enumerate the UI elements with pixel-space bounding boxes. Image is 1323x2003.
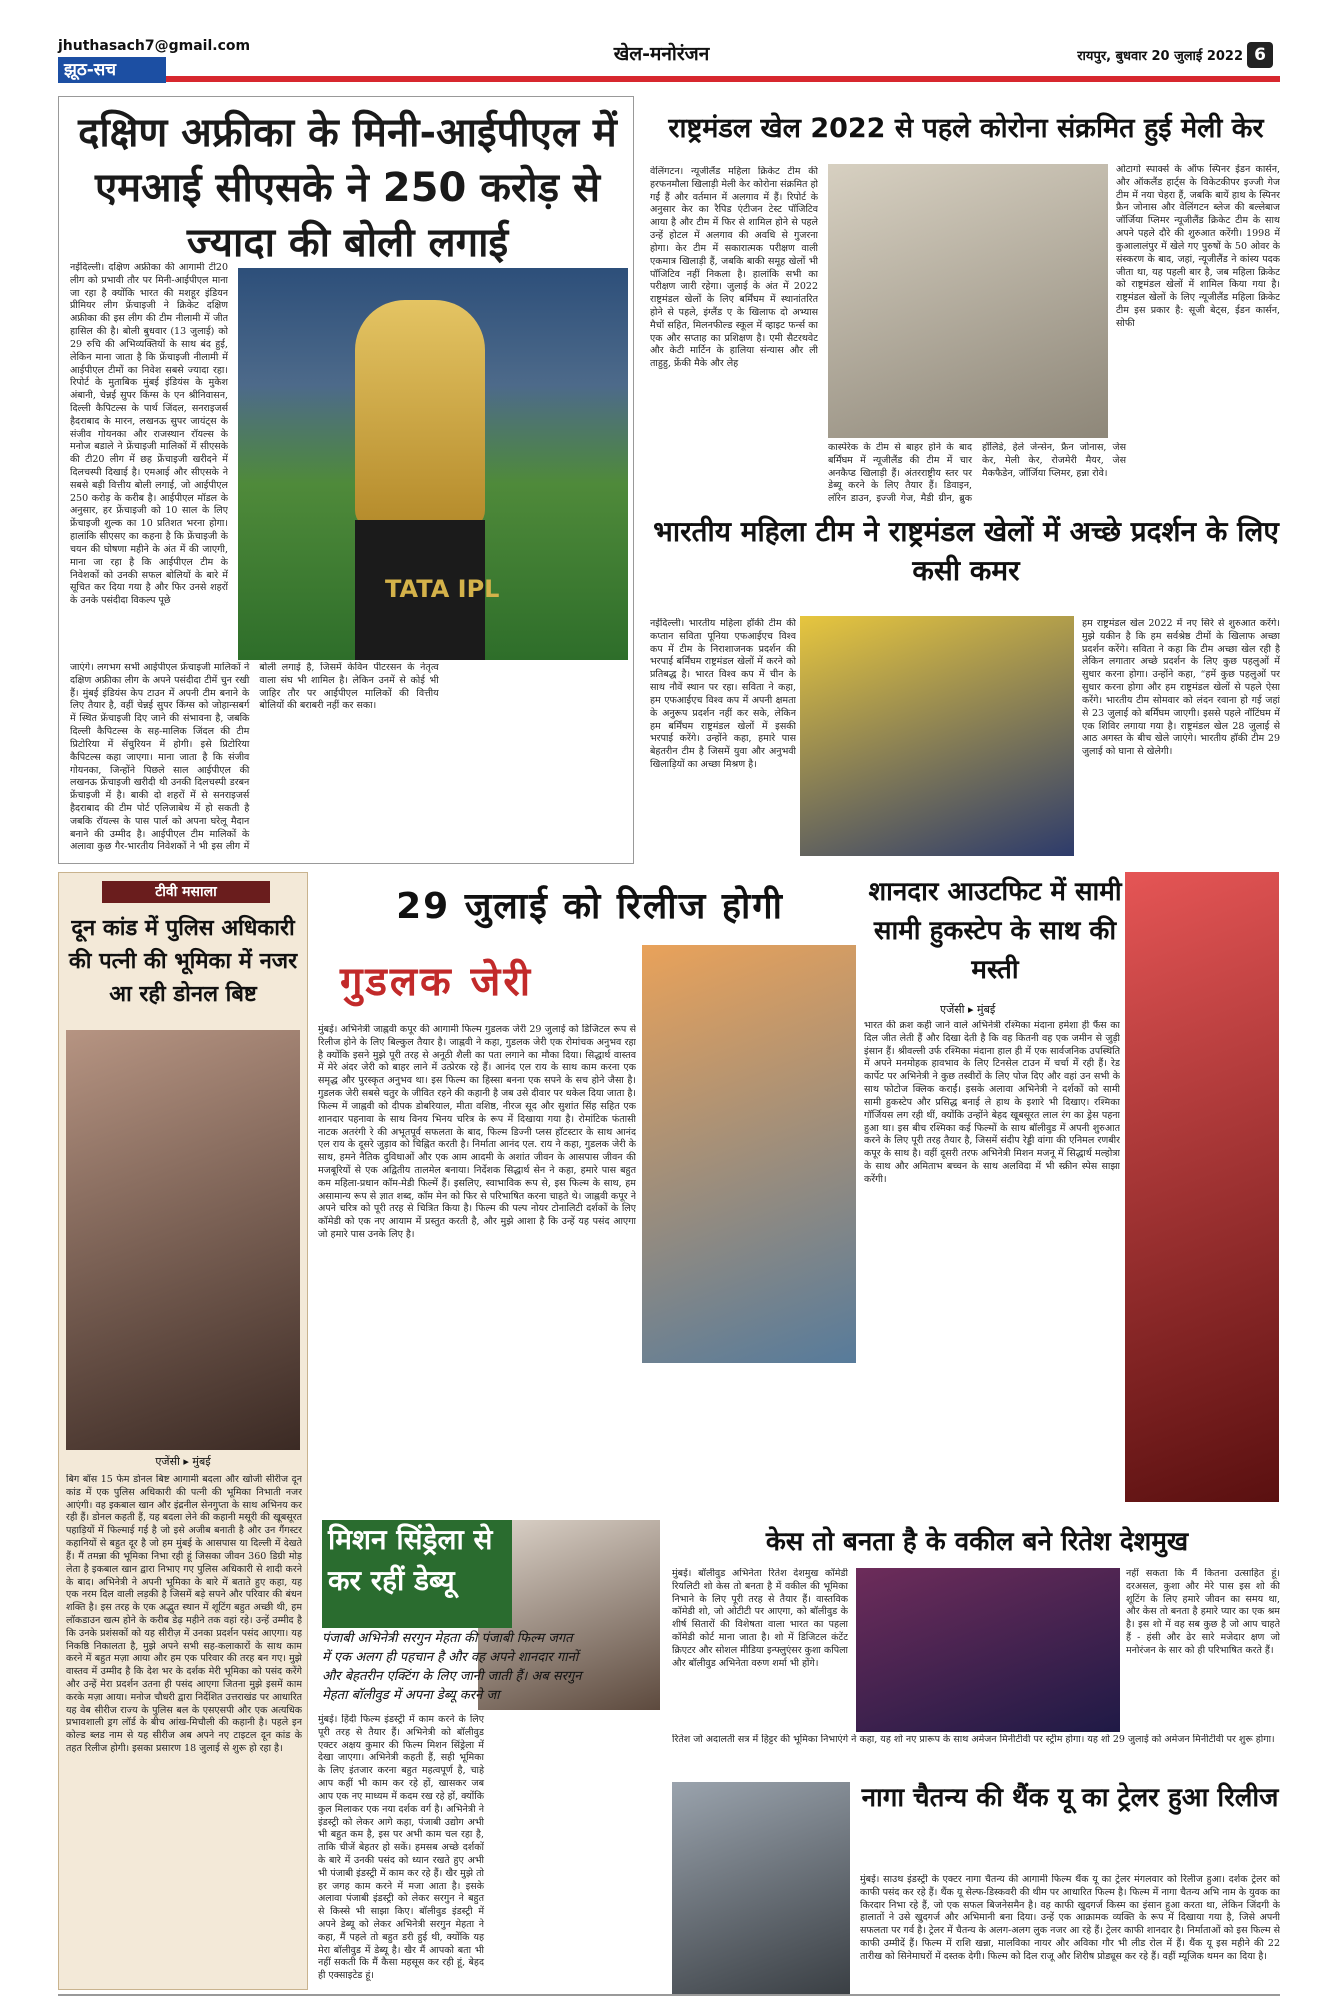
- ipl-logo-text: TATA IPL: [385, 575, 500, 603]
- hockey-photo: [800, 616, 1074, 856]
- meg-body-right: ओटागो स्पार्क्स के ऑफ स्पिनर ईडन कार्सन, और ऑकलैंड हार्ट्स के विकेटकीपर इज्जी गेज टीम में नया चेहरा हैं, जबकि बायें हाथ के स्पिनर फ्रैन जोनास और वेलिंगटन ब्लेज की बल्लेबाज जॉर्जिया प्लिमर न्यूजीलैंड क्रिकेट टीम के साथ अपने पहले दौरे की शुरुआत करेंगी। 1998 में कुआलालंपुर में खेले गए पुरुषों के 50 ओवर के संस्करण के बाद, जहां, न्यूजीलैंड ने कांस्य पदक जीता था, यह पहली बार है, जब महिला क्रिकेट को राष्ट्रमंडल खेलों में शामिल किया गया है। राष्ट्रमंडल खेलों के लिए न्यूजीलैंड महिला क्रिकेट टीम इस प्रकार है: सूजी बेट्स, ईडन कार्सन, सोफी: [1116, 164, 1280, 329]
- janhvi-photo: [642, 945, 856, 1363]
- ipl-body-rest: जाएंगे। लगभग सभी आईपीएल फ्रेंचाइजी मालिकों ने दक्षिण अफ्रीका लीग के अपने पसंदीदा टीमें चुन रखी हैं। मुंबई इंडियंस केप टाउन में अपनी टीम बनाने के लिए तैयार है, वहीं चेन्नई सुपर किंग्स को जोहान्सबर्ग में स्थित फ्रेंचाइजी दिए जाने की संभावना है, जबकि दिल्ली कैपिटल्स के सह-मालिक जिंदल की टीम प्रिटोरिया में सेंचुरियन में होगी। इसे प्रिटोरिया कैपिटल्स कहा जाएगा। माना जाता है कि संजीव गोयनका, जिन्होंने पिछले साल आईपीएल की लखनऊ फ्रेंचाइजी खरीदी थी उनकी दिलचस्पी डरबन फ्रेंचाइजी में है। बाकी दो शहरों में से सनराइजर्स हैदराबाद की टीम पोर्ट एलिजाबेथ में हो सकती है जबकि रॉयल्स के पास पार्ल को अपना घरेलू मैदान बनाने की उम्मीद है। आईपीएल टीम मालिकों के अलावा कुछ गैर-भारतीय निवेशकों ने भी इस लीग में बोली लगाई है, जिसमें केविन पीटरसन के नेतृत्व वाला संघ भी शामिल है। लेकिन उनमें से कोई भी जाहिर तौर पर आईपीएल मालिकों की वित्तीय बोलियों की बराबरी नहीं कर सका।: [70, 662, 439, 853]
- masthead-email: jhuthasach7@gmail.com: [58, 38, 251, 54]
- goodluck-body: मुंबई। अभिनेत्री जाह्नवी कपूर की आगामी फिल्म गुडलक जेरी 29 जुलाई को डिजिटल रूप से रिलीज होने के लिए बिल्कुल तैयार है। जाह्नवी ने कहा, गुडलक जेरी एक रोमांचक अनुभव रहा है क्योंकि इसने मुझे पूरी तरह से अनूठी शैली का पता लगाने का मौका दिया। सिद्धार्थ वास्तव में मेरे अंदर जेरी को बाहर लाने में उत्प्रेरक रहे हैं। आनंद एल राय के साथ काम करना एक समृद्ध और पुरस्कृत अनुभव था। इस फिल्म का हिस्सा बनना एक सपने के सच होने जैसा है। गुडलक जेरी सबसे चतुर के जीवित रहने की कहानी है जब उसे दीवार पर धकेल दिया जाता है। फिल्म में जाह्नवी को दीपक डोबरियाल, मीता वशिष्ठ, नीरज सूद और सुशांत सिंह सहित एक शानदार पहनावा के साथ विनय भिनय चरित्र के रूप में दिखाया गया है। रोमांटिक फंतासी नाटक अतरंगी रे की अभूतपूर्व सफलता के बाद, फिल्म डिज्नी प्लस हॉटस्टार के साथ आनंद एल राय के दूसरे जुड़ाव को चिह्नित करती है। निर्माता आनंद एल. राय ने कहा, गुडलक जेरी के साथ, हमने नैतिक दुविधाओं और एक आम आदमी के अशांत जीवन के आसपास जीवन की मजबूरियों से एक अद्वितीय तालमेल बनाया। निर्देशक सिद्धार्थ सेन ने कहा, हमारे पास बहुत कम महिला-प्रधान कॉम-मेडी फिल्में हैं। इसलिए, स्वाभाविक रूप से, इस फिल्म के साथ, हम असामान्य रूप से ज्ञात शब्द, कॉम मेन को फिर से परिभाषित करना चाहते थे। जाह्नवी कपूर ने अपने चरित्र को पूरी तरह से चित्रित किया है। फिल्म की पल्प नोयर टोनालिटी दर्शकों के लिए कॉमेडी को एक नए आयाम में प्रस्तुत करती है, और मुझे आशा है कि उन्हें यह पसंद आएगा जो हमारे पास उनके लिए है।: [318, 1024, 636, 1240]
- section-title: खेल-मनोरंजन: [613, 43, 710, 65]
- ritesh-body-right: नहीं सकता कि मैं कितना उत्साहित हूं। दरअसल, कुशा और मेरे पास इस शो की शूटिंग के लिए हमारे जीवन का समय था, और केस तो बनता है हमारे प्यार का एक श्रम है। इस शो में वह सब कुछ है जो आप चाहते हैं - हंसी और ढेर सारे मजेदार क्षण जो मनोरंजन के सार को ही परिभाषित करते हैं।: [1126, 1568, 1280, 1656]
- page-number: 6: [1247, 42, 1273, 68]
- rashmika-headline: शानदार आउटफिट में सामी सामी हुकस्टेप के साथ की मस्ती: [868, 877, 1122, 985]
- rashmika-body: भारत की क्रश कही जाने वाले अभिनेत्री रश्मिका मंदाना हमेशा ही फैंस का दिल जीत लेती हैं और दिखा देती है कि वह कितनी वह एक जमीन से जुड़ी इंसान हैं। श्रीवल्ली उर्फ रश्मिका मंदाना हाल ही में एक सार्वजनिक उपस्थिति में अपने मनमोहक हावभाव के लिए टिनसेल टाउन में चर्चा में रही हैं। रेड कार्पेट पर अभिनेत्री ने कुछ तस्वीरों के लिए पोज दिए और वहां उन सभी के साथ फोटोज क्लिक कराईं। इसके अलावा अभिनेत्री ने दर्शकों को सामी सामी हुकस्टेप और प्रसिद्ध बनाई ले हाथ के इशारे भी दिखाए। रश्मिका गॉर्जियस लग रही थीं, क्योंकि उन्होंने बेहद खूबसूरत लाल रंग का ड्रेस पहना हुआ था। इस बीच रश्मिका कई फिल्मों के साथ बॉलीवुड में अपनी शुरुआत करने के लिए पूरी तरह तैयार है, जिसमें संदीप रेड्डी वांगा की एनिमल रणबीर कपूर के साथ है। वहीं दूसरी तरफ अभिनेत्री मिशन मजनू में सिद्धार्थ मल्होत्रा के साथ और अमिताभ बच्चन के साथ अलविदा में भी स्क्रीन स्पेस साझा करेंगी।: [864, 1020, 1120, 1185]
- rashmika-photo: [1125, 872, 1279, 1502]
- meg-body-bottom: कास्पेरेक के टीम से बाहर होने के बाद बर्मिंघम में न्यूजीलैंड की टीम में चार अनकैप्ड खिलाड़ी हैं। अंतरराष्ट्रीय स्तर पर डेब्यू करने के लिए तैयार हैं। डिवाइन, लॉरेन डाउन, इज्जी गेज, मैडी ग्रीन, ब्रुक हॉलिडे, हेले जेन्सेन, फ्रैन जोनास, जेस केर, मेली केर, रोजमेरी मैयर, जेस मैकफैडेन, जॉर्जिया प्लिमर, हन्ना रोवे।: [828, 442, 1126, 505]
- ritesh-body-left: मुंबई। बॉलीवुड अभिनेता रितेश देशमुख कॉमेडी रियलिटी शो केस तो बनता है में वकील की भूमिका निभाने के लिए पूरी तरह से तैयार हैं। वास्तविक कॉमेडी शो, जो ओटीटी पर आएगा, को बॉलीवुड के शीर्ष सितारों की विशेषता वाला भारत का पहला कॉमेडी कोर्ट माना जाता है। शो में डिजिटल कंटेंट क्रिएटर और सोशल मीडिया इन्फ्लुएंसर कुशा कपिला और बॉलीवुड अभिनेता वरुण शर्मा भी होंगे।: [672, 1568, 848, 1669]
- trophy-shape: [355, 300, 485, 530]
- hockey-body-right: हम राष्ट्रमंडल खेल 2022 में नए सिरे से शुरुआत करेंगे। मुझे यकीन है कि हम सर्वश्रेष्ठ टीमों के खिलाफ अच्छा प्रदर्शन करेंगे। सविता ने कहा कि टीम अच्छा खेल रही है लेकिन लगातार अच्छे प्रदर्शन के लिए कुछ पहलुओं में सुधार करना होगा। उन्होंने कहा, “हमें कुछ पहलुओं पर सुधार करना होगा और हम राष्ट्रमंडल खेलों से पहले ऐसा करेंगे। भारतीय टीम सोमवार को लंदन रवाना हो गई जहां से 23 जुलाई को बर्मिंघम जाएगी। इससे पहले नॉटिंघम में एक शिविर लगाया गया है। राष्ट्रमंडल खेल 28 जुलाई से आठ अगस्त के बीच खेले जाएंगे। भारतीय हॉकी टीम 29 जुलाई को घाना से खेलेगी।: [1082, 618, 1280, 758]
- goodluck-headline-1: 29 जुलाई को रिलीज होगी: [396, 886, 784, 927]
- ritesh-headline: केस तो बनता है के वकील बने रितेश देशमुख: [765, 1527, 1189, 1557]
- tv-agency: एजेंसी ▸ मुंबई: [155, 1455, 211, 1468]
- cinderella-intro: पंजाबी अभिनेत्री सरगुन मेहता की पंजाबी फिल्म जगत में एक अलग ही पहचान है और वह अपने शानदार गानों और बेहतरीन एक्टिंग के लिए जानी जाती हैं। अब सरगुन मेहता बॉलीवुड में अपना डेब्यू करने जा: [322, 1631, 582, 1703]
- masthead-rule: [58, 76, 1280, 82]
- tv-headline: दून कांड में पुलिस अधिकारी की पत्नी की भूमिका में नजर आ रही डोनल बिष्ट: [68, 916, 298, 1007]
- meg-headline: राष्ट्रमंडल खेल 2022 से पहले कोरोना संक्रमित हुई मेली केर: [668, 113, 1264, 144]
- naga-body: मुंबई। साउथ इंडस्ट्री के एक्टर नागा चैतन्य की आगामी फिल्म थैंक यू का ट्रेलर मंगलवार को रिलीज हुआ। दर्शक ट्रेलर को काफी पसंद कर रहे हैं। थैंक यू सेल्फ-डिस्कवरी की थीम पर आधारित फिल्म है। फिल्म में नागा चैतन्य अभि नाम के युवक का किरदार निभा रहे हैं, जो एक सफल बिजनेसमैन है। वह काफी खुदगर्ज किस्म का इंसान हुआ करता था, लेकिन जिंदगी के हालातों ने उसे खुदगर्ज और अभिमानी बना दिया। उन्हें एक आक्रामक व्यक्ति के रूप में दिखाया गया है, जिसे अपनी सफलता पर गर्व है। ट्रेलर में चैतन्य के अलग-अलग लुक नजर आ रहे हैं। ट्रेलर काफी शानदार है। निर्माताओं को इस फिल्म से काफी उम्मीदें हैं। फिल्म में राशि खन्ना, मालविका नायर और अविका गौर भी लीड रोल में हैं। थैंक यू इस महीने की 22 तारीख को सिनेमाघरों में दस्तक देगी। फिल्म को दिल राजू और शिरीष प्रोड्यूस कर रहे हैं। वहीं म्यूजिक थमन का दिया है।: [860, 1874, 1280, 1962]
- ipl-headline: दक्षिण अफ्रीका के मिनी-आईपीएल में एमआई सीएसके ने 250 करोड़ से ज्यादा की बोली लगाई: [78, 110, 617, 267]
- rashmika-agency: एजेंसी ▸ मुंबई: [940, 1003, 996, 1016]
- dateline: रायपुर, बुधवार 20 जुलाई 2022: [1077, 49, 1243, 64]
- naga-photo: [672, 1782, 850, 1994]
- ritesh-photo: [856, 1568, 1120, 1732]
- naga-headline: नागा चैतन्य की थैंक यू का ट्रेलर हुआ रिलीज: [861, 1783, 1279, 1813]
- ipl-body-col1: नईदिल्ली। दक्षिण अफ्रीका की आगामी टी20 लीग को प्रभावी तौर पर मिनी-आईपीएल माना जा रहा है क्योंकि भारत की मशहूर इंडियन प्रीमियर लीग फ्रेंचाइजी ने क्रिकेट दक्षिण अफ्रीका की इस लीग की टीम नीलामी में जीत हासिल की है। बोली बुधवार (13 जुलाई) को 29 रुचि की अभिव्यक्तियों के साथ बंद हुई, लेकिन माना जाता है कि फ्रेंचाइजी नीलामी में आईपीएल टीमों का निवेश सबसे ज्यादा रहा। रिपोर्ट के मुताबिक मुंबई इंडियंस के मुकेश अंबानी, चेन्नई सुपर किंग्स के एन श्रीनिवासन, दिल्ली कैपिटल्स के पार्थ जिंदल, सनराइजर्स हैदराबाद के मारन, लखनऊ सुपर जायंट्स के संजीव गोयनका और राजस्थान रॉयल्स के मनोज बडाले ने फ्रेंचाइजी मालिकों में सीएसके की टी20 लीग में छह फ्रेंचाइजी खरीदने में दिलचस्पी दिखाई है। एमआई और सीएसके ने सबसे बड़ी वित्तीय बोली लगाई, जो आईपीएल 250 करोड़ के करीब है। आईपीएल मॉडल के अनुसार, हर फ्रेंचाइजी को 10 साल के लिए फ्रेंचाइजी शुल्क का 10 प्रतिशत भरना होगा। हालांकि सीएसए का कहना है कि फ्रेंचाइजी के चयन की घोषणा महीने के अंत में की जाएगी, माना जा रहा है कि आईपीएल टीम के निवेशकों को उनकी सफल बोलियों के बारे में सूचित कर दिया गया है और फिर उनसे शहरों के उनके पसंदीदा विकल्प पूछे: [70, 262, 228, 607]
- meg-photo: [828, 164, 1108, 438]
- meg-body-left: वेलिंगटन। न्यूजीलैंड महिला क्रिकेट टीम की हरफनमौला खिलाड़ी मेली केर कोरोना संक्रमित हो गईं हैं और वर्तमान में अलगाव में हैं। रिपोर्ट के अनुसार केर का रैपिड एंटीजन टेस्ट पॉजिटिव आया है और टीम में फिर से शामिल होने से पहले उन्हें होटल में अलगाव की अवधि से गुजरना होगा। केर टीम में सकारात्मक परीक्षण वाली एकमात्र खिलाड़ी हैं, जबकि बाकी समूह खेलों भी पॉजिटिव नहीं निकला है। हालांकि सभी का परीक्षण जारी रहेगा। जुलाई के अंत में 2022 राष्ट्रमंडल खेलों के लिए बर्मिंघम में स्थानांतरित होने से पहले, इंग्लैंड ए के खिलाफ दो अभ्यास मैचों सहित, मिलनफील्ड स्कूल में व्हाइट फर्न्स का एक और सप्ताह का प्रशिक्षण है। एमी सैटरथवेट और केटी मार्टिन के हालिया संन्यास और ली ताहुहु, फ्रेंकी मैके और लेह: [650, 166, 818, 370]
- cinderella-headline: मिशन सिंड्रेला से कर रहीं डेब्यू: [322, 1520, 512, 1628]
- ritesh-body-bottom: रितेश जो अदालती सत्र में हिट्टर की भूमिका निभाएंगे ने कहा, यह शो नए प्रारूप के साथ अमेजन मिनीटीवी पर स्ट्रीम होगा। यह शो 29 जुलाई को अमेजन मिनीटीवी पर शुरू होगा।: [672, 1734, 1275, 1745]
- tv-masala-tag: टीवी मसाला: [102, 881, 270, 903]
- donal-photo: [66, 1030, 300, 1450]
- hockey-headline: भारतीय महिला टीम ने राष्ट्रमंडल खेलों में अच्छे प्रदर्शन के लिए कसी कमर: [653, 515, 1279, 588]
- tv-body: बिग बॉस 15 फेम डोनल बिष्ट आगामी बदला और खोजी सीरीज दून कांड में एक पुलिस अधिकारी की पत्नी की भूमिका निभाती नजर आएंगी। वह इकबाल खान और इंद्रनील सेनगुप्ता के साथ अभिनय कर रही हैं। डोनल कहती हैं, यह बदला लेने की कहानी मसूरी की खूबसूरत पहाड़ियों में फिल्माई गई है जो इसे अजीब बनाती है और उन गैंगस्टर कहानियों से बहुत दूर है जो हम मुंबई के आसपास या दिल्ली में देखते हैं। मैं तमन्ना की भूमिका निभा रही हूं जिसका जीवन 360 डिग्री मोड़ लेता है इकबाल खान द्वारा निभाए गए पुलिस अधिकारी से शादी करने के बाद। अभिनेत्री ने अपनी भूमिका के बारे में बताते हुए कहा, यह एक नरम दिल वाली लड़की है जिसमें बड़े सपने और परिवार की बंधन शक्ति है। इस तरह के एक अद्भुत स्थान में शूटिंग बहुत अच्छी थी, हम लॉकडाउन खत्म होने के करीब डेढ़ महीने तक वहां रहे। उन्हें उम्मीद है कि उनके प्रशंसकों को यह सीरीज़ में उनका प्रदर्शन पसंद आएगा। यह निकष्ठि निकालता है, मुझे अपने सभी सह-कलाकारों के साथ काम करने में बहुत मज़ा आया और हम एक परिवार की तरह बन गए। मुझे वास्तव में उम्मीद है कि देश भर के दर्शक मेरी भूमिका को पसंद करेंगे और उन्हें मेरा प्रदर्शन उतना ही पसंद आएगा जितना मुझे इसमें काम करके मज़ा आया। मनोज चौधरी द्वारा निर्देशित उत्तराखंड पर आधारित यह वेब सीरीज राज्य के पुलिस बल के एसएसपी और एक अत्यधिक प्रभावशाली ड्रग लॉर्ड के बीच आंख-मिचौली की कहानी है। पहले इन कोल्ड ब्लड नाम से यह सीरीज अब अपने नए टाइटल दून कांड के तहत रिलीज होगी। इसका प्रसारण 18 जुलाई से शुरू हो रहा है।: [66, 1474, 302, 1755]
- hockey-body-left: नईदिल्ली। भारतीय महिला हॉकी टीम की कप्तान सविता पूनिया एफआईएच विश्व कप में टीम के निराशाजनक प्रदर्शन की भरपाई बर्मिंघम राष्ट्रमंडल खेलों में करने को प्रतिबद्ध है। भारत विश्व कप में चीन के साथ नौवें स्थान पर रहा। सविता ने कहा, हम एफआईएच विश्व कप में अपनी क्षमता के अनुरूप प्रदर्शन नहीं कर सके, लेकिन हम बर्मिंघम राष्ट्रमंडल खेलों में इसकी भरपाई करेंगे। उन्होंने कहा, हमारे पास बेहतरीन टीम है जिसमें युवा और अनुभवी खिलाड़ियों का अच्छा मिश्रण है।: [650, 618, 796, 770]
- newspaper-logo: झूठ-सच: [58, 57, 166, 83]
- footer-rule: [58, 1994, 1280, 1996]
- cinderella-body: मुंबई। हिंदी फिल्म इंडस्ट्री में काम करने के लिए पूरी तरह से तैयार हैं। अभिनेत्री को बॉलीवुड एक्टर अक्षय कुमार की फिल्म मिशन सिंड्रेला में देखा जाएगा। अभिनेत्री कहती हैं, सही भूमिका के लिए इंतजार करना बहुत महत्वपूर्ण है, चाहे आप कहीं भी काम कर रहे हों, खासकर जब आप एक नए माध्यम में कदम रख रहे हों, क्योंकि कुल मिलाकर एक नया दर्शक वर्ग है। अभिनेत्री ने इंडस्ट्री को लेकर आगे कहा, पंजाबी उद्योग अभी भी बहुत कम है, इस पर अभी काम चल रहा है, ताकि चीजें बेहतर हो सकें। हमसब अच्छे दर्शकों के बारे में उनकी पसंद को ध्यान रखते हुए अभी भी पंजाबी इंडस्ट्री में काम कर रहे हैं। खैर मुझे तो हर जगह काम करने में मजा आता है। इसके अलावा पंजाबी इंडस्ट्री को लेकर सरगुन ने बहुत से किस्से भी साझा किए। बॉलीवुड इंडस्ट्री में अपने डेब्यू को लेकर अभिनेत्री सरगुन मेहता ने कहा, मैं पहले तो बहुत डरी हुई थी, क्योंकि यह मेरा बॉलीवुड में डेब्यू है। खैर मैं आपको बता भी नहीं सकती कि मैं कैसा महसूस कर रही हूं, बेहद ही एक्साइटेड हूं।: [318, 1714, 484, 1982]
- goodluck-headline-2: गुडलक जेरी: [340, 959, 534, 1005]
